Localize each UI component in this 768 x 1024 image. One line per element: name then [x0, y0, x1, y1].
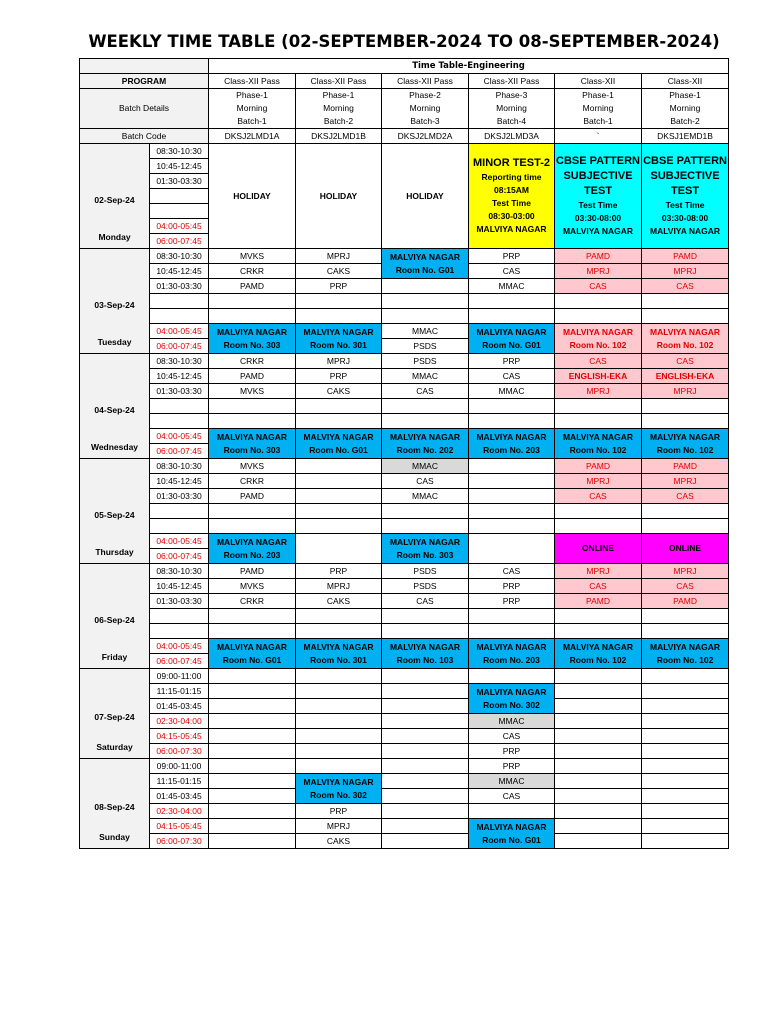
time-slot: 02:30-04:00	[150, 804, 209, 819]
table-row	[80, 354, 729, 369]
venue-cell: MALVIYA NAGAR Room No. 102	[555, 639, 642, 669]
subject-cell: MPRJ	[296, 819, 382, 834]
time-slot: 01:30-03:30	[150, 384, 209, 399]
subject-cell: MPRJ	[555, 564, 642, 579]
venue-cell: MALVIYA NAGAR Room No. 301	[296, 639, 382, 669]
subject-cell: MVKS	[209, 579, 296, 594]
subject-cell: MVKS	[209, 384, 296, 399]
venue-cell: MALVIYA NAGAR Room No. 102	[642, 639, 729, 669]
subject-cell: PRP	[469, 744, 555, 759]
time-slot: 06:00-07:30	[150, 834, 209, 849]
subject-cell: MMAC	[469, 279, 555, 294]
venue-cell: MALVIYA NAGAR Room No. 203	[469, 429, 555, 459]
time-slot: 11:15-01:15	[150, 774, 209, 789]
time-slot: 01:30-03:30	[150, 279, 209, 294]
venue-cell: MALVIYA NAGAR Room No. 303	[209, 429, 296, 459]
table-row	[80, 564, 729, 579]
time-slot: 04:15-05:45	[150, 819, 209, 834]
holiday-cell: HOLIDAY	[296, 144, 382, 249]
table-row	[80, 144, 729, 159]
time-slot: 08:30-10:30	[150, 249, 209, 264]
subject-cell: PSDS	[382, 579, 469, 594]
subject-cell: MVKS	[209, 249, 296, 264]
time-slot	[150, 519, 209, 534]
subject-cell: MMAC	[382, 369, 469, 384]
subject-cell: PRP	[469, 759, 555, 774]
title-blank	[80, 59, 209, 74]
subject-cell: CAS	[642, 489, 729, 504]
program-cell: Class-XII Pass	[382, 74, 469, 89]
time-slot: 08:30-10:30	[150, 354, 209, 369]
subject-cell: PRP	[469, 594, 555, 609]
subject-cell: CAS	[642, 354, 729, 369]
venue-cell: MALVIYA NAGAR Room No. 203	[469, 639, 555, 669]
subject-cell	[469, 459, 555, 474]
table-row	[80, 804, 729, 819]
venue-cell: MALVIYA NAGAR Room No. 102	[555, 429, 642, 459]
venue-cell: MALVIYA NAGAR Room No. 302	[296, 774, 382, 804]
subject-cell: PAMD	[642, 249, 729, 264]
time-slot: 02:30-04:00	[150, 714, 209, 729]
time-slot: 04:00-05:45	[150, 534, 209, 549]
subject-cell: CRKR	[209, 264, 296, 279]
venue-cell: MALVIYA NAGAR Room No. 103	[382, 639, 469, 669]
subject-cell: PSDS	[382, 354, 469, 369]
subject-cell: CAS	[469, 789, 555, 804]
batch-code-cell: `	[555, 129, 642, 144]
time-slot: 06:00-07:30	[150, 744, 209, 759]
time-slot: 04:00-05:45	[150, 429, 209, 444]
cbse-test-cell: CBSE PATTERN SUBJECTIVE TEST Test Time 03:30-08:00 MALVIYA NAGAR	[642, 144, 729, 249]
subject-cell	[296, 489, 382, 504]
subject-cell	[469, 534, 555, 564]
online-cell: ONLINE	[555, 534, 642, 564]
program-row	[80, 74, 729, 89]
subject-cell: PRP	[296, 369, 382, 384]
time-slot: 10:45-12:45	[150, 579, 209, 594]
subject-cell	[469, 489, 555, 504]
table-row	[80, 669, 729, 684]
table-row	[80, 294, 729, 309]
subject-cell: CAKS	[296, 384, 382, 399]
subject-cell: ENGLISH-EKA	[642, 369, 729, 384]
time-slot: 06:00-07:45	[150, 339, 209, 354]
subject-cell: MPRJ	[642, 474, 729, 489]
time-slot: 10:45-12:45	[150, 474, 209, 489]
table-row	[80, 519, 729, 534]
batch-details-cell: Phase-2 Morning Batch-3	[382, 89, 469, 129]
batch-code-row	[80, 129, 729, 144]
venue-cell: MALVIYA NAGAR Room No. G01	[469, 324, 555, 354]
time-slot: 09:00-11:00	[150, 669, 209, 684]
subject-cell: MPRJ	[296, 249, 382, 264]
table-row	[80, 609, 729, 624]
timetable	[79, 58, 729, 849]
subject-cell: MPRJ	[642, 564, 729, 579]
subject-cell: CRKR	[209, 474, 296, 489]
table-row	[80, 774, 729, 789]
time-slot: 10:45-12:45	[150, 159, 209, 174]
batch-details-row	[80, 89, 729, 129]
subject-cell: PRP	[296, 564, 382, 579]
table-row	[80, 369, 729, 384]
batch-details-cell: Phase-1 Morning Batch-1	[555, 89, 642, 129]
time-slot: 01:30-03:30	[150, 594, 209, 609]
time-slot: 08:30-10:30	[150, 459, 209, 474]
subject-cell: PRP	[469, 354, 555, 369]
table-row	[80, 474, 729, 489]
time-slot	[150, 414, 209, 429]
time-slot: 10:45-12:45	[150, 264, 209, 279]
venue-cell: MALVIYA NAGAR Room No. G01	[296, 429, 382, 459]
subject-cell: PRP	[296, 279, 382, 294]
subject-cell	[296, 459, 382, 474]
subject-cell: PRP	[469, 249, 555, 264]
holiday-cell: HOLIDAY	[209, 144, 296, 249]
table-row	[80, 309, 729, 324]
time-slot: 09:00-11:00	[150, 759, 209, 774]
table-title: Time Table-Engineering	[209, 59, 729, 74]
table-row	[80, 714, 729, 729]
holiday-cell: HOLIDAY	[382, 144, 469, 249]
time-slot	[150, 309, 209, 324]
table-row	[80, 399, 729, 414]
time-slot: 11:15-01:15	[150, 684, 209, 699]
subject-cell: CAS	[555, 489, 642, 504]
program-cell: Class-XII Pass	[209, 74, 296, 89]
table-row	[80, 429, 729, 444]
table-row	[80, 414, 729, 429]
batch-code-cell: DKSJ2LMD2A	[382, 129, 469, 144]
subject-cell: MPRJ	[642, 384, 729, 399]
time-slot: 06:00-07:45	[150, 654, 209, 669]
time-slot: 08:30-10:30	[150, 564, 209, 579]
subject-cell: MMAC	[382, 324, 469, 339]
online-cell: ONLINE	[642, 534, 729, 564]
subject-cell: MMAC	[382, 489, 469, 504]
subject-cell: MPRJ	[642, 264, 729, 279]
table-row	[80, 579, 729, 594]
venue-cell: MALVIYA NAGAR Room No. 302	[469, 684, 555, 714]
venue-cell: MALVIYA NAGAR Room No. 301	[296, 324, 382, 354]
table-row	[80, 834, 729, 849]
time-slot: 01:30-03:30	[150, 174, 209, 189]
table-row	[80, 324, 729, 339]
program-cell: Class-XII Pass	[296, 74, 382, 89]
table-row	[80, 279, 729, 294]
time-slot: 06:00-07:45	[150, 549, 209, 564]
subject-cell: CAS	[469, 729, 555, 744]
batch-details-cell: Phase-1 Morning Batch-2	[642, 89, 729, 129]
subject-cell: ENGLISH-EKA	[555, 369, 642, 384]
table-row	[80, 684, 729, 699]
venue-cell: MALVIYA NAGAR Room No. 102	[642, 429, 729, 459]
batch-code-cell: DKSJ1EMD1B	[642, 129, 729, 144]
time-slot: 06:00-07:45	[150, 234, 209, 249]
venue-cell: MALVIYA NAGAR Room No. 102	[642, 324, 729, 354]
batch-code-cell: DKSJ2LMD1A	[209, 129, 296, 144]
time-slot: 01:30-03:30	[150, 489, 209, 504]
time-slot: 04:15-05:45	[150, 729, 209, 744]
batch-code-cell: DKSJ2LMD1B	[296, 129, 382, 144]
subject-cell: CAS	[382, 594, 469, 609]
time-slot	[150, 204, 209, 219]
time-slot: 04:00-05:45	[150, 219, 209, 234]
time-slot: 06:00-07:45	[150, 444, 209, 459]
day-cell-tuesday: 03-Sep-24 Tuesday	[80, 249, 150, 354]
subject-cell: PRP	[469, 579, 555, 594]
subject-cell: MMAC	[469, 384, 555, 399]
subject-cell	[296, 474, 382, 489]
subject-cell: MMAC	[382, 459, 469, 474]
subject-cell: MMAC	[469, 774, 555, 789]
venue-cell: MALVIYA NAGAR Room No. 203	[209, 534, 296, 564]
subject-cell: CAKS	[296, 834, 382, 849]
subject-cell: MMAC	[469, 714, 555, 729]
venue-cell: MALVIYA NAGAR Room No. 102	[555, 324, 642, 354]
batch-code-cell: DKSJ2LMD3A	[469, 129, 555, 144]
table-row	[80, 789, 729, 804]
table-row	[80, 504, 729, 519]
subject-cell: PAMD	[555, 249, 642, 264]
subject-cell: CAS	[382, 474, 469, 489]
time-slot	[150, 609, 209, 624]
day-cell-wednesday: 04-Sep-24 Wednesday	[80, 354, 150, 459]
table-row	[80, 489, 729, 504]
time-slot: 10:45-12:45	[150, 369, 209, 384]
time-slot: 01:45-03:45	[150, 699, 209, 714]
subject-cell: PAMD	[555, 459, 642, 474]
time-slot: 08:30-10:30	[150, 144, 209, 159]
venue-cell: MALVIYA NAGAR Room No. 303	[209, 324, 296, 354]
subject-cell: CAS	[555, 354, 642, 369]
time-slot	[150, 504, 209, 519]
subject-cell: PAMD	[642, 459, 729, 474]
subject-cell: PAMD	[209, 279, 296, 294]
batch-details-label: Batch Details	[80, 89, 209, 129]
day-cell-sunday: 08-Sep-24 Sunday	[80, 759, 150, 849]
table-row	[80, 534, 729, 549]
table-row	[80, 744, 729, 759]
table-row	[80, 594, 729, 609]
subject-cell: CAS	[469, 369, 555, 384]
time-slot: 01:45-03:45	[150, 789, 209, 804]
program-cell: Class-XII Pass	[469, 74, 555, 89]
subject-cell: PAMD	[209, 489, 296, 504]
subject-cell: CRKR	[209, 594, 296, 609]
title-row	[80, 59, 729, 74]
subject-cell: PSDS	[382, 564, 469, 579]
subject-cell: CAS	[555, 579, 642, 594]
time-slot: 04:00-05:45	[150, 639, 209, 654]
subject-cell: PAMD	[555, 594, 642, 609]
subject-cell: CAKS	[296, 594, 382, 609]
minor-test-cell: MINOR TEST-2 Reporting time 08:15AM Test Time 08:30-03:00 MALVIYA NAGAR	[469, 144, 555, 249]
program-cell: Class-XII	[642, 74, 729, 89]
subject-cell: PSDS	[382, 339, 469, 354]
venue-cell: MALVIYA NAGAR Room No. 303	[382, 534, 469, 564]
table-row	[80, 639, 729, 654]
program-label: PROGRAM	[80, 74, 209, 89]
venue-cell: MALVIYA NAGAR Room No. G01	[382, 249, 469, 279]
subject-cell: CAKS	[296, 264, 382, 279]
subject-cell: CAS	[555, 279, 642, 294]
subject-cell: CAS	[382, 384, 469, 399]
batch-details-cell: Phase-1 Morning Batch-2	[296, 89, 382, 129]
table-row	[80, 459, 729, 474]
subject-cell: MPRJ	[555, 474, 642, 489]
table-row	[80, 624, 729, 639]
subject-cell: PAMD	[209, 564, 296, 579]
subject-cell: MVKS	[209, 459, 296, 474]
subject-cell	[296, 534, 382, 564]
table-row	[80, 249, 729, 264]
subject-cell: PRP	[296, 804, 382, 819]
day-cell-friday: 06-Sep-24 Friday	[80, 564, 150, 669]
subject-cell: PAMD	[642, 594, 729, 609]
time-slot	[150, 624, 209, 639]
venue-cell: MALVIYA NAGAR Room No. 202	[382, 429, 469, 459]
subject-cell: CAS	[642, 279, 729, 294]
time-slot	[150, 189, 209, 204]
cbse-test-cell: CBSE PATTERN SUBJECTIVE TEST Test Time 03:30-08:00 MALVIYA NAGAR	[555, 144, 642, 249]
venue-cell: MALVIYA NAGAR Room No. G01	[209, 639, 296, 669]
table-row	[80, 759, 729, 774]
day-cell-monday: 02-Sep-24 Monday	[80, 144, 150, 249]
subject-cell: CAS	[469, 264, 555, 279]
batch-details-cell: Phase-3 Morning Batch-4	[469, 89, 555, 129]
time-slot: 04:00-05:45	[150, 324, 209, 339]
subject-cell: MPRJ	[296, 579, 382, 594]
day-cell-thursday: 05-Sep-24 Thursday	[80, 459, 150, 564]
subject-cell	[469, 474, 555, 489]
subject-cell: CAS	[642, 579, 729, 594]
subject-cell: CAS	[469, 564, 555, 579]
page-heading: WEEKLY TIME TABLE (02-SEPTEMBER-2024 TO 08-SEPTEMBER-2024)	[88, 32, 720, 51]
time-slot	[150, 294, 209, 309]
subject-cell: MPRJ	[296, 354, 382, 369]
time-slot	[150, 399, 209, 414]
venue-cell: MALVIYA NAGAR Room No. G01	[469, 819, 555, 849]
program-cell: Class-XII	[555, 74, 642, 89]
batch-details-cell: Phase-1 Morning Batch-1	[209, 89, 296, 129]
table-row	[80, 819, 729, 834]
subject-cell: MPRJ	[555, 384, 642, 399]
subject-cell: MPRJ	[555, 264, 642, 279]
day-cell-saturday: 07-Sep-24 Saturday	[80, 669, 150, 759]
table-row	[80, 729, 729, 744]
subject-cell: PAMD	[209, 369, 296, 384]
table-row	[80, 699, 729, 714]
subject-cell: CRKR	[209, 354, 296, 369]
batch-code-label: Batch Code	[80, 129, 209, 144]
subject-cell	[382, 279, 469, 294]
table-row	[80, 384, 729, 399]
